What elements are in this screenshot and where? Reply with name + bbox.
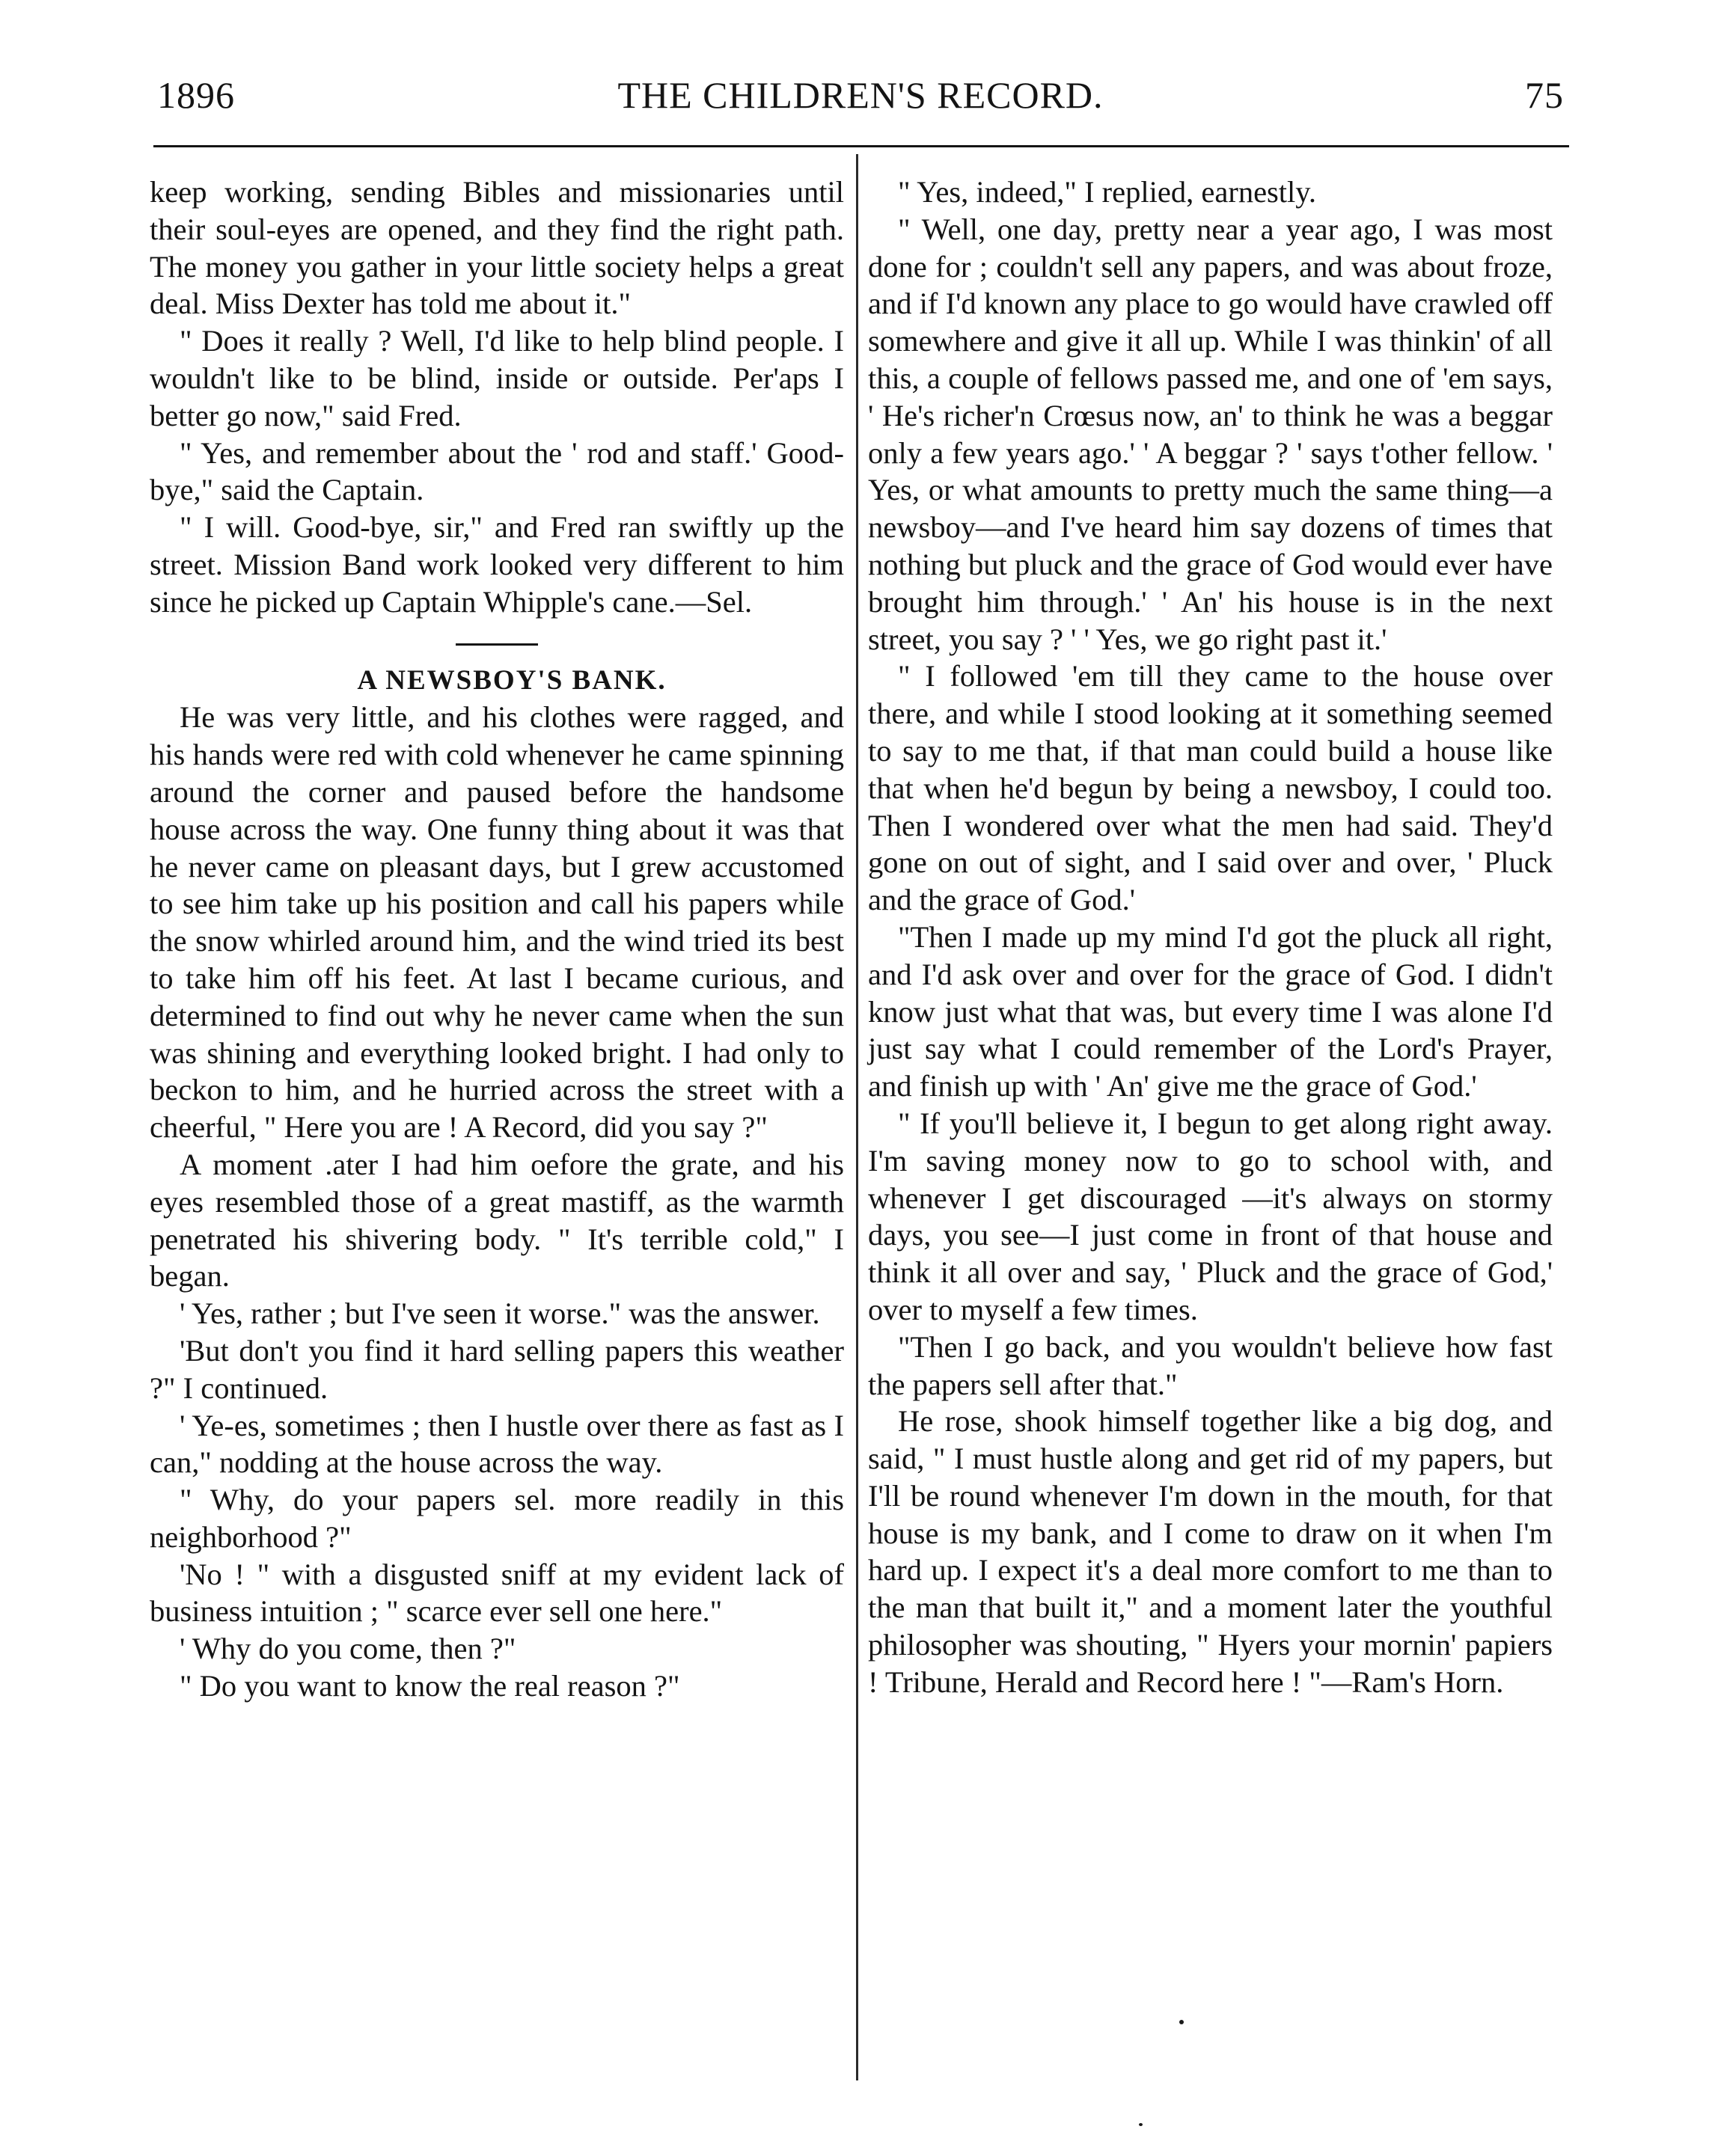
page-header [157, 73, 1564, 133]
header-year: 1896 [157, 74, 235, 116]
left-column [150, 174, 844, 1705]
paragraph: "Then I made up my mind I'd got the pluck all right, and I'd ask over and over for the grace of God. I didn't know just what that was, but every time I was alone I'd just say what I could remember of the Lord's Prayer, and finish up with ' An' give me the grace of God.' [868, 919, 1553, 1103]
paragraph: " Do you want to know the real reason ?" [180, 1669, 680, 1703]
paragraph: " I will. Good-bye, sir," and Fred ran swiftly up the street. Mission Band work looked very different to him since he picked up Captain Whipple's cane.—Sel. [150, 510, 844, 619]
header-title: THE CHILDREN'S RECORD. [617, 74, 1104, 116]
paragraph: " If you'll believe it, I begun to get along right away. I'm saving money now to go to school with, and whenever I get discouraged —it's always on stormy days, you see—I just come in front of that house and think it all over and say, ' Pluck and the grace of God,' over to myself a few times. [868, 1106, 1553, 1326]
paragraph: " Well, one day, pretty near a year ago, I was most done for ; couldn't sell any papers, and was about froze, and if I'd known any place to go would have crawled off somewhere and give it all up. While I was thinkin' of all this, a couple of fellows passed me, and one of 'em says, ' He's richer'n Crœsus now, an' to think he was a beggar only a few years ago.' ' A beggar ? ' says t'other fellow. ' Yes, or what amounts to pretty much the same thing—a newsboy—and I've heard him say dozens of times that nothing but pluck and the grace of God would ever have brought him through.' ' An' his house is in the next street, you say ? ' ' Yes, we go right past it.' [868, 212, 1553, 656]
header-page-number: 75 [1525, 74, 1564, 116]
print-speck [1139, 2123, 1143, 2126]
section-heading: A NEWSBOY'S BANK. [357, 664, 667, 696]
header-rule [153, 145, 1569, 147]
column-divider [856, 154, 858, 2080]
paragraph: ' Ye-es, sometimes ; then I hustle over there as fast as I can," nodding at the house across the way. [150, 1408, 844, 1480]
paragraph: ' Why do you come, then ?" [180, 1632, 516, 1666]
paragraph: " Why, do your papers sel. more readily in this neighborhood ?" [150, 1483, 844, 1554]
print-speck [1179, 2020, 1184, 2024]
section-divider [456, 643, 538, 646]
paragraph: " Yes, and remember about the ' rod and staff.' Good-bye," said the Captain. [150, 435, 844, 507]
paragraph: He was very little, and his clothes were ragged, and his hands were red with cold whenever he came spinning around the corner and paused before the handsome house across the way. One funny thing about it was that he never came on pleasant days, but I grew accustomed to see him take up his position and call his papers while the snow whirled around him, and the wind tried its best to take him off his feet. At last I became curious, and determined to find out why he never came when the sun was shining and everything looked bright. I had only to beckon to him, and he hurried across the street with a cheerful, " Here you are ! A Record, did you say ?" [150, 700, 844, 1145]
paragraph: A moment .ater I had him oefore the grate, and his eyes resembled those of a great mastiff, as the warmth penetrated his shivering body. " It's terrible cold," I began. [150, 1147, 844, 1293]
paragraph: He rose, shook himself together like a big dog, and said, " I must hustle along and get rid of my papers, but I'll be round whenever I'm down in the mouth, for that house is my bank, and I come to draw on it when I'm hard up. I expect it's a deal more comfort to me than to the man that built it," and a moment later the youthful philosopher was shouting, " Hyers your mornin' papiers ! Tribune, Herald and Record here ! "—Ram's Horn. [868, 1404, 1553, 1699]
paragraph: " Does it really ? Well, I'd like to help blind people. I wouldn't like to be blind, inside or outside. Per'aps I better go now," said Fred. [150, 324, 844, 432]
paragraph: keep working, sending Bibles and missionaries until their soul-eyes are opened, and they find the right path. The money you gather in your little society helps a great deal. Miss Dexter has told me about it." [150, 175, 844, 321]
paragraph: "Then I go back, and you wouldn't believe how fast the papers sell after that." [868, 1329, 1553, 1401]
paragraph: 'No ! " with a disgusted sniff at my evident lack of business intuition ; " scarce ever sell one here." [150, 1557, 844, 1629]
paragraph: ' Yes, rather ; but I've seen it worse." was the answer. [180, 1296, 820, 1331]
paragraph: 'But don't you find it hard selling papers this weather ?" I continued. [150, 1333, 844, 1405]
paragraph: " I followed 'em till they came to the house over there, and while I stood looking at it something seemed to say to me that, if that man could build a house like that when he'd begun by being a newsboy, I could too. Then I wondered over what the men had said. They'd gone on out of sight, and I said over and over, ' Pluck and the grace of God.' [868, 659, 1553, 917]
right-column [868, 174, 1553, 1701]
paragraph: " Yes, indeed," I replied, earnestly. [898, 175, 1317, 209]
